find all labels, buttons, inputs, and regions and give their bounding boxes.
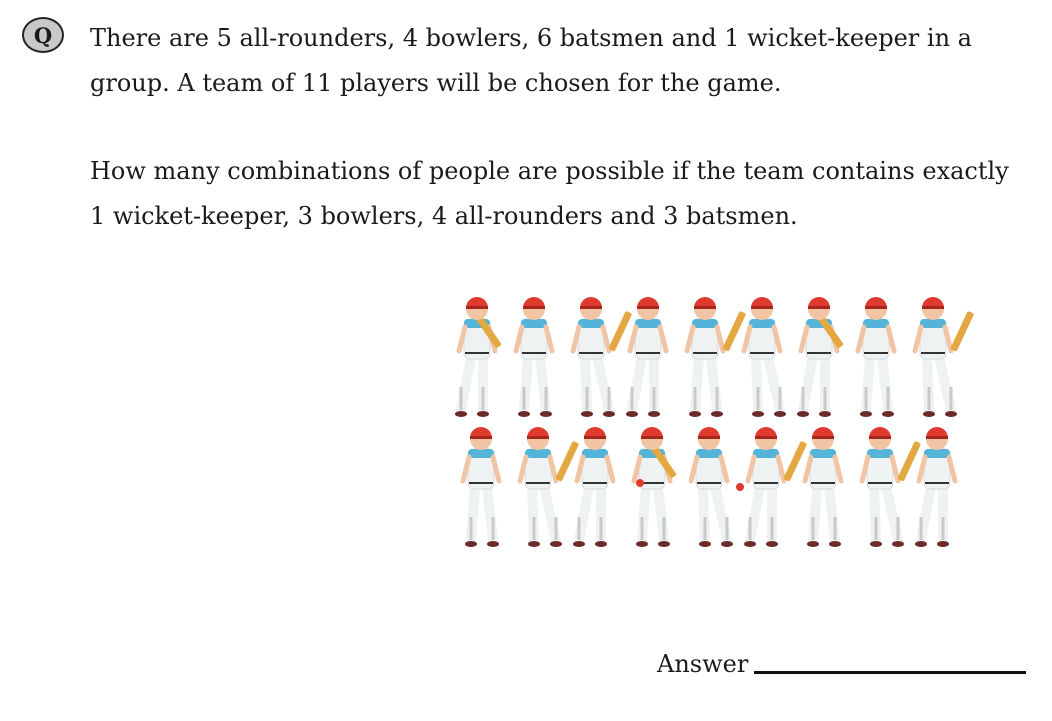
cricket-players-icon <box>455 285 985 555</box>
cricket-player-icon <box>463 427 499 547</box>
cricket-player-icon <box>797 297 844 417</box>
cricket-player-icon <box>520 427 579 547</box>
answer-area <box>657 650 1026 678</box>
cricket-player-icon <box>455 297 502 417</box>
answer-line[interactable] <box>754 670 1026 674</box>
cricket-ball-icon <box>736 483 744 491</box>
cricket-player-icon <box>744 427 807 547</box>
cricket-ball-icon <box>636 479 644 487</box>
cricket-player-icon <box>915 297 974 417</box>
cricket-player-icon <box>573 297 632 417</box>
cricket-player-icon <box>744 297 786 417</box>
cricket-player-icon <box>805 427 841 547</box>
cricket-player-icon <box>626 297 666 417</box>
answer-label: Answer <box>657 650 749 678</box>
cricket-player-icon <box>634 427 677 547</box>
cricket-player-icon <box>862 427 921 547</box>
cricket-player-icon <box>516 297 552 417</box>
cricket-players-illustration <box>455 285 985 555</box>
question-badge: Q <box>22 17 64 53</box>
cricket-player-icon <box>687 297 746 417</box>
cricket-player-icon <box>858 297 894 417</box>
cricket-player-icon <box>915 427 955 547</box>
cricket-player-icon <box>573 427 613 547</box>
question-prompt-text: How many combinations of people are possible if the team contains exactly 1 wicket-keeper, 3 bowlers, 4 all-rounders and 3 batsmen. <box>90 157 1009 230</box>
question-intro-text: There are 5 all-rounders, 4 bowlers, 6 batsmen and 1 wicket-keeper in a group. A team of 11 players will be chosen for the game. <box>90 24 972 97</box>
cricket-player-icon <box>691 427 733 547</box>
